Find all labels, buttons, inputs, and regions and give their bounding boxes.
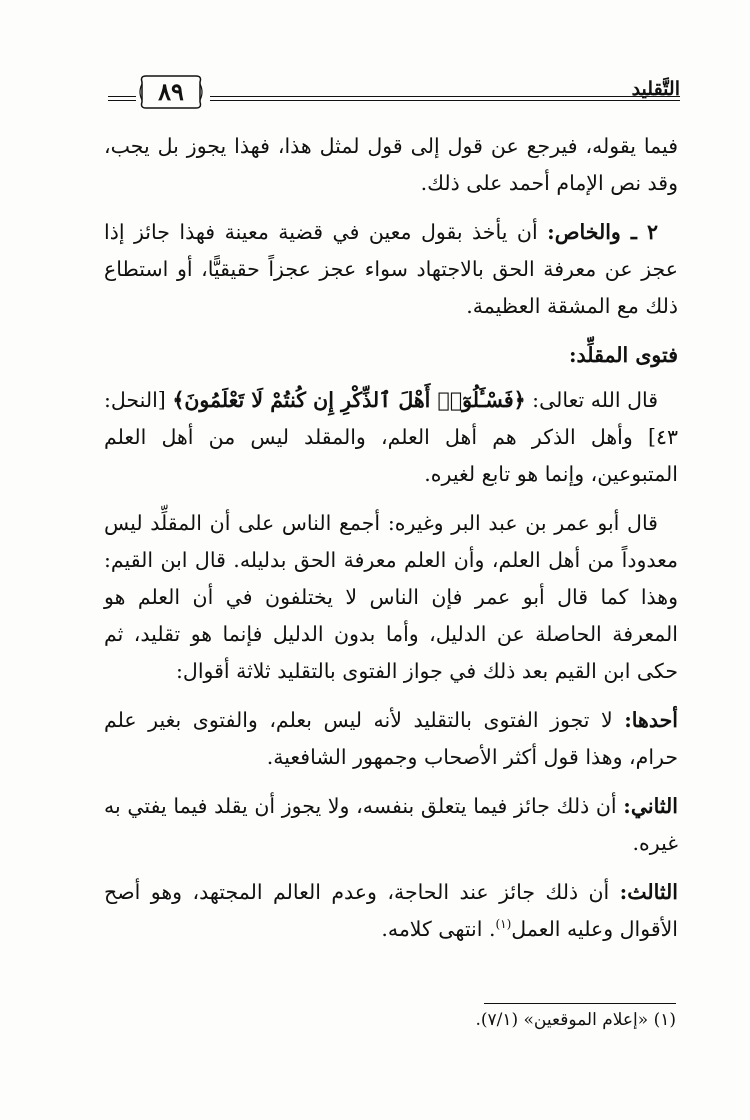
footnote-separator (484, 1003, 676, 1004)
text-first: لا تجوز الفتوى بالتقليد لأنه ليس بعلم، والفتوى بغير علم حرام، وهذا قول أكثر الأصحاب وجمهور الشافعية. (104, 708, 678, 769)
label-specific: ٢ ـ والخاص: (547, 220, 659, 244)
label-first: أحدها: (624, 708, 678, 732)
label-second: الثاني: (623, 794, 678, 818)
text-third: أن ذلك جائز عند الحاجة، وعدم العالم المجتهد، وهو أصح الأقوال وعليه العمل (104, 880, 678, 941)
text-second: أن ذلك جائز فيما يتعلق بنفسه، ولا يجوز أن يقلد فيما يفتي به غيره. (104, 794, 678, 855)
paragraph-specific-taqlid (104, 214, 678, 325)
paragraph-continuation: فيما يقوله، فيرجع عن قول إلى قول لمثل هذا، فهذا يجوز بل يجب، وقد نص الإمام أحمد على ذلك. (104, 134, 678, 195)
footnote-marker[interactable]: (١) (495, 917, 512, 932)
paragraph-ibn-abd-al-barr: قال أبو عمر بن عبد البر وغيره: أجمع الناس على أن المقلِّد ليس معدوداً من أهل العلم، وأن العلم معرفة الحق بدليله. قال ابن القيم: وهذا كما قال أبو عمر فإن الناس لا يختلفون في أن العلم هو المعرفة الحاصلة عن الدليل، وأما بدون الدليل فإنما هو تقليد، ثم حكى ابن القيم بعد ذلك في جواز الفتوى بالتقليد ثلاثة أقوال: (104, 511, 678, 683)
label-third: الثالث: (619, 880, 678, 904)
main-text (104, 128, 678, 960)
page-number: ٨٩ (158, 77, 184, 106)
quran-commentary: [النحل: ٤٣] وأهل الذكر هم أهل العلم، والمقلد ليس من أهل العلم المتبوعين، وإنما هو تابع لغيره. (104, 388, 678, 486)
footnote: (١) «إعلام الموقعين» (٧/١). (475, 1010, 676, 1030)
paragraph-third-opinion (104, 874, 678, 948)
quran-verse: ﴿فَسْـَٔلُوٓا۟ أَهْلَ ٱلذِّكْرِ إِن كُنتُمْ لَا تَعْلَمُونَ﴾ (172, 388, 526, 412)
section-heading: فتوى المقلِّد: (568, 343, 678, 367)
text-third-end: . انتهى كلامه. (381, 917, 496, 941)
quran-intro: قال الله تعالى: (525, 388, 659, 412)
header-rule-left (108, 96, 136, 101)
paragraph-quran-verse (104, 382, 678, 493)
page-number-frame (138, 72, 204, 112)
header-rule-right (210, 96, 680, 101)
paragraph-second-opinion (104, 788, 678, 862)
running-title: التَّقليد (631, 78, 680, 100)
page-header (100, 78, 680, 118)
paragraph-first-opinion (104, 702, 678, 776)
text-specific: أن يأخذ بقول معين في قضية معينة فهذا جائز إذا عجز عن معرفة الحق بالاجتهاد سواء عجز عجزاً حقيقيًّا، أو استطاع ذلك مع المشقة العظيمة. (104, 220, 678, 318)
